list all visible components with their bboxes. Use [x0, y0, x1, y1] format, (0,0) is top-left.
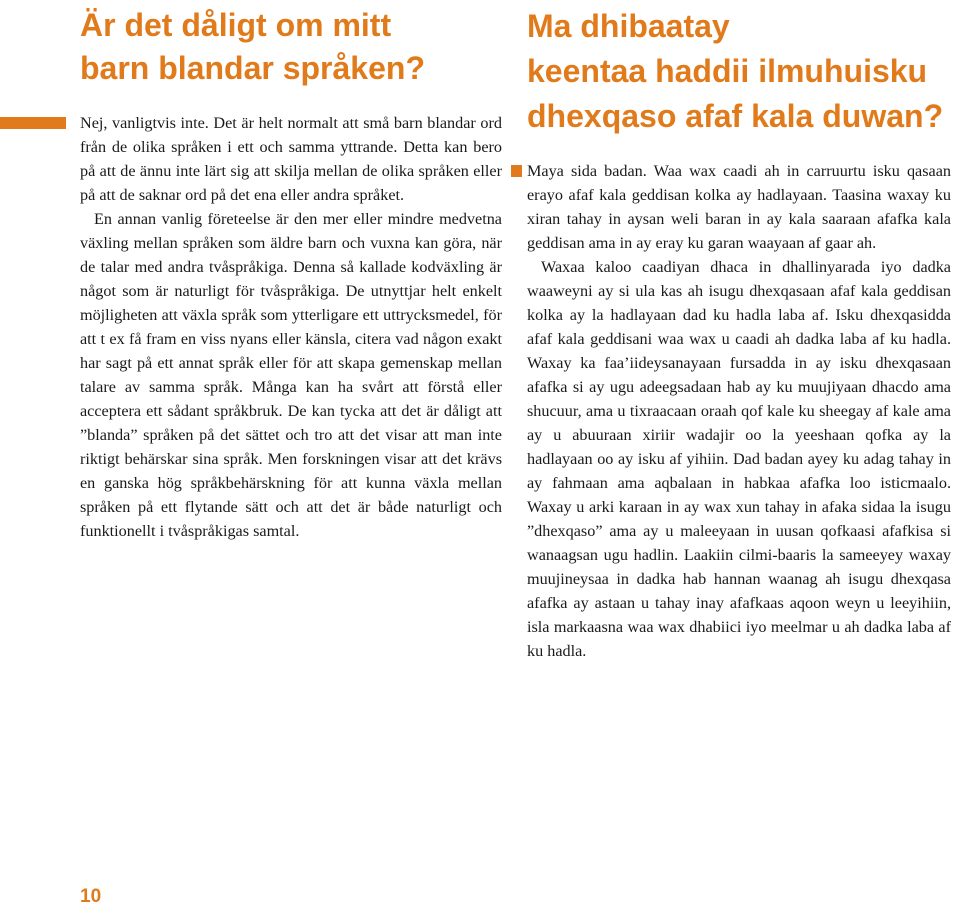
section-marker-left: [0, 117, 66, 129]
heading-swedish: [80, 4, 510, 90]
body-somali: [527, 159, 951, 663]
heading-line: keentaa haddii ilmuhuisku: [527, 53, 928, 89]
heading-line: barn blandar språken?: [80, 50, 425, 86]
paragraph: Waxaa kaloo caadiyan dhaca in dhallinyarada iyo dadka waaweyni ay si ula kas ah isugu dhexqasaan afaf kala geddisan kolka ay la hadlayaan dad ku hadla laba af. Isku dhexqasidda afaf kala geddisani waa wax u caadi ah dadka laba af ku hadla. Waxay ka faa’iideysanayaan fursadda in ay isku dhexqasaan afafka si ay ugu adeegsadaan hab ay ku muujiyaan dhacdo ama shucuur, ama u tixraacaan oraah qof kale ku sheegay af kale ama ay u abuuraan xiriir wadajir oo la yeeshaan qofka ay la hadlayaan oo ay isku af yihiin. Dad badan ayey ku adag tahay in ay fahmaan ama aqbalaan in habkaa afafka loo isticmaalo. Waxay u arki karaan in ay wax xun tahay in afaka sidaa la isugu ”dhexqaso” ama ay u maleeyaan in uusan qofkaasi afafkisa si wanaagsan ugu hadlin. Laakiin cilmi-baaris la sameeyey waxay muujineysaa in dadka hab hannan waanag ah isugu dhexqasa afafka ay astaan u tahay inay afafkaas aqoon weyn u leeyihiin, isla markaasna waa wax dhabiici iyo meelmar u ah dadka laba af ku hadla.: [527, 258, 951, 660]
body-swedish: [80, 111, 502, 543]
heading-line: Ma dhibaatay: [527, 8, 730, 44]
heading-line: dhexqaso afaf kala duwan?: [527, 98, 944, 134]
page-number: 10: [80, 886, 102, 907]
heading-line: Är det dåligt om mitt: [80, 7, 392, 43]
paragraph: Nej, vanligtvis inte. Det är helt normalt att små barn blandar ord från de olika språken i ett och samma yttrande. Detta kan bero på att de ännu inte lärt sig att skilja mellan de olika språken eller på att de saknar ord på det ena eller andra språket.: [80, 114, 502, 204]
paragraph: Maya sida badan. Waa wax caadi ah in carruurtu isku qasaan erayo afaf kala geddisan kolka ay hadlayaan. Taasina waxay ku xiran tahay in aysan weli baran in ay kala saaraan afafka kala geddisan ama in ay eray ku garan waayaan af gaar ah.: [527, 162, 951, 252]
heading-somali: [527, 4, 960, 139]
section-marker-right: [511, 165, 522, 177]
paragraph: En annan vanlig företeelse är den mer eller mindre medvetna växling mellan språken som äldre barn och vuxna kan göra, när de talar med andra tvåspråkiga. Denna så kallade kodväxling är något som är naturligt för tvåspråkiga. De utnyttjar helt enkelt möjligheten att växla språk som ytterligare ett uttrycksmedel, för att t ex få fram en viss nyans eller känsla, citera vad någon exakt har sagt på ett annat språk eller för att skapa gemenskap mellan talare av samma språk. Många kan ha svårt att förstå eller acceptera ett sådant språkbruk. De kan tycka att det är dåligt att ”blanda” språken på det sättet och tro att det visar att man inte riktigt behärskar sina språk. Men forskningen visar att det krävs en ganska hög språkbehärskning för att kunna växla mellan språken på ett flytande sätt och att det är både naturligt och funktionellt i tvåspråkigas samtal.: [80, 210, 502, 540]
